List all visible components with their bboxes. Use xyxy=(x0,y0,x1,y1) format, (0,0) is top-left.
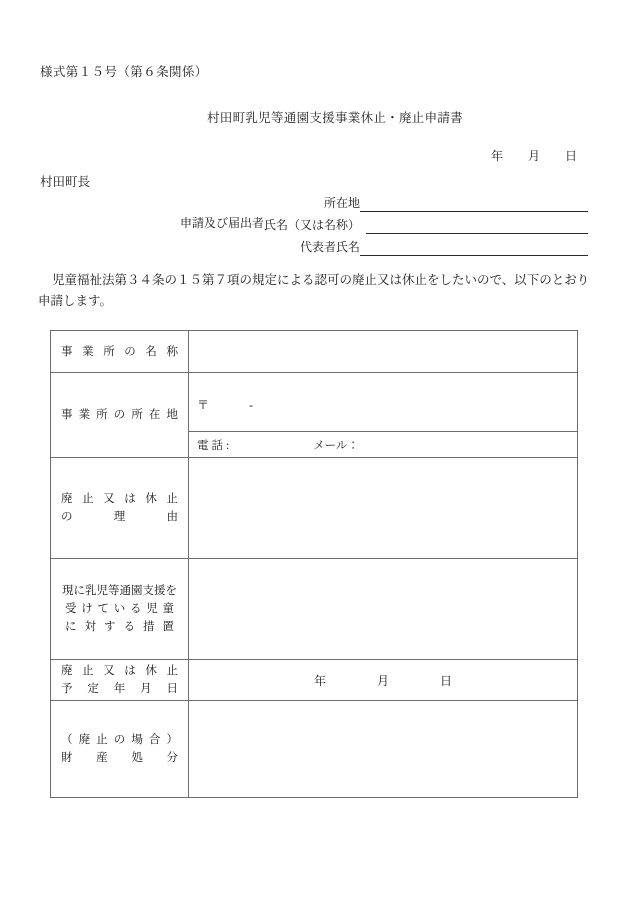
document-title: 村田町乳児等通園支援事業休止・廃止申請書 xyxy=(206,111,463,125)
postal-line xyxy=(189,391,577,413)
scheduled-date-line xyxy=(189,666,577,695)
row-measures-label-line-1: 現に乳児等通園支援を xyxy=(62,585,177,597)
applicant-address-input[interactable] xyxy=(360,196,588,212)
table-row xyxy=(51,660,578,701)
row-reason-value[interactable] xyxy=(189,458,578,559)
application-table xyxy=(50,330,578,798)
table-row xyxy=(51,701,578,798)
row-property-disposal-label-cell xyxy=(51,701,189,798)
applicant-field-representative xyxy=(40,234,590,256)
header-day-label: 日 xyxy=(564,149,577,163)
row-office-name-label-cell xyxy=(51,331,189,373)
row-office-address-label-cell xyxy=(51,373,189,458)
row-measures-label xyxy=(51,582,188,636)
row-office-address-label-line: 事業所の所在地 xyxy=(61,409,178,421)
scheduled-day-label: 日 xyxy=(439,673,452,688)
mail-label: メール： xyxy=(313,439,359,452)
applicant-group-label: 申請及び届出者 xyxy=(180,216,265,230)
applicant-name-input[interactable] xyxy=(366,218,588,234)
row-office-name-label xyxy=(51,343,188,361)
row-scheduled-date-label-line-1: 廃止又は休止 xyxy=(61,665,178,677)
row-measures-label-line-2: 受けている児童 xyxy=(65,603,174,615)
header-month-label: 月 xyxy=(527,149,540,163)
row-measures-label-line-3: に対する措置 xyxy=(65,621,174,633)
applicant-address-label: 所在地 xyxy=(323,196,360,210)
row-reason-label-cell xyxy=(51,458,189,559)
row-scheduled-date-label-cell xyxy=(51,660,189,701)
row-scheduled-date-label xyxy=(51,662,188,698)
table-row xyxy=(51,458,578,559)
row-office-address-value[interactable] xyxy=(189,373,578,432)
form-number: 様式第１５号（第６条関係） xyxy=(40,65,208,79)
header-date-line xyxy=(480,147,588,164)
table-row xyxy=(51,559,578,660)
row-property-disposal-label-line-2: 財産処分 xyxy=(61,752,178,764)
row-scheduled-date-value[interactable] xyxy=(189,660,578,701)
postal-mark-icon: 〒 xyxy=(197,398,210,412)
table-row xyxy=(51,373,578,432)
row-property-disposal-label-line-1: （廃止の場合） xyxy=(61,734,178,746)
row-reason-label xyxy=(51,490,188,526)
row-office-name-value[interactable] xyxy=(189,331,578,373)
row-property-disposal-value[interactable] xyxy=(189,701,578,798)
applicant-name-label: 氏名（又は名称） xyxy=(263,218,360,232)
row-office-address-label xyxy=(51,406,188,424)
applicant-field-name xyxy=(40,212,590,234)
row-measures-label-cell xyxy=(51,559,189,660)
row-office-name-label-line: 事業所の名称 xyxy=(61,345,178,358)
row-measures-value[interactable] xyxy=(189,559,578,660)
row-property-disposal-label xyxy=(51,731,188,767)
body-paragraph: 児童福祉法第３４条の１５第７項の規定による認可の廃止又は休止をしたいので、以下のとおり申請します。 xyxy=(38,273,590,308)
applicant-representative-label: 代表者氏名 xyxy=(299,240,360,254)
table-row xyxy=(51,331,578,373)
contact-line xyxy=(189,434,577,456)
postal-dash: - xyxy=(249,398,254,412)
telephone-label: 電話: xyxy=(197,439,233,452)
applicant-representative-input[interactable] xyxy=(360,240,588,256)
scheduled-month-label: 月 xyxy=(376,673,389,688)
row-office-contact-value[interactable] xyxy=(189,432,578,458)
row-scheduled-date-label-line-2: 予定年月日 xyxy=(61,683,178,695)
scheduled-year-label: 年 xyxy=(313,673,326,688)
row-reason-label-line-2: の理由 xyxy=(61,511,178,523)
applicant-field-address xyxy=(40,190,590,212)
addressee: 村田町長 xyxy=(40,175,91,189)
applicant-block xyxy=(40,190,590,256)
header-year-label: 年 xyxy=(490,149,503,163)
row-reason-label-line-1: 廃止又は休止 xyxy=(61,493,178,505)
